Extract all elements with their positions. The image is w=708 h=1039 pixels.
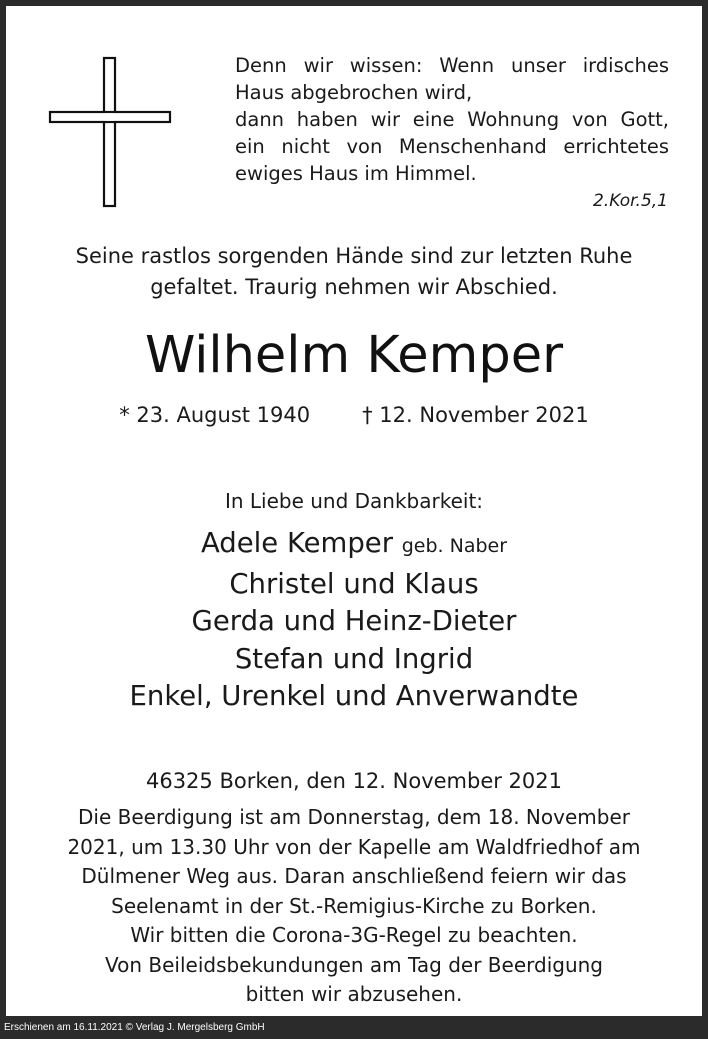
bible-verse bbox=[235, 52, 669, 187]
obituary-card bbox=[6, 6, 702, 1016]
notice-line: Wir bitten die Corona-3G-Regel zu beachten. bbox=[130, 923, 578, 947]
death-date: † 12. November 2021 bbox=[362, 403, 589, 427]
mourner-row: Stefan und Ingrid bbox=[234, 642, 474, 675]
verse-line: ein nicht von Menschenhand errichtetes bbox=[235, 135, 669, 158]
thanks-line: In Liebe und Dankbarkeit: bbox=[224, 489, 484, 513]
birth-date: * 23. August 1940 bbox=[119, 403, 311, 427]
intro-line: gefaltet. Traurig nehmen wir Abschied. bbox=[150, 275, 558, 299]
deceased-name: Wilhelm Kemper bbox=[144, 326, 564, 385]
verse-line: Haus abgebrochen wird, bbox=[235, 81, 473, 104]
mourner-row: Gerda und Heinz-Dieter bbox=[191, 605, 517, 637]
notice-line: Dülmener Weg aus. Daran anschließend feiern wir das bbox=[81, 864, 627, 888]
mourner-row: Enkel, Urenkel und Anverwandte bbox=[129, 680, 579, 712]
verse-reference: 2.Kor.5,1 bbox=[592, 191, 668, 211]
intro-text bbox=[6, 241, 702, 303]
verse-line: dann haben wir eine Wohnung von Gott, bbox=[235, 108, 669, 131]
intro-line: Seine rastlos sorgenden Hände sind zur letzten Ruhe bbox=[75, 244, 633, 268]
cross-icon bbox=[48, 56, 172, 208]
notice-line: Seelenamt in der St.-Remigius-Kirche zu Borken. bbox=[111, 893, 597, 918]
notice-line: bitten wir abzusehen. bbox=[245, 982, 463, 1006]
mourner-row: Christel und Klaus bbox=[229, 567, 479, 600]
notice-line: 2021, um 13.30 Uhr von der Kapelle am Waldfriedhof am bbox=[67, 834, 641, 859]
mourner-row bbox=[6, 525, 702, 566]
verse-line: Denn wir wissen: Wenn unser irdisches bbox=[235, 54, 669, 77]
place-date: 46325 Borken, den 12. November 2021 bbox=[145, 769, 563, 793]
verse-line: ewiges Haus im Himmel. bbox=[235, 162, 477, 185]
funeral-notice bbox=[6, 803, 702, 1010]
publication-footer: Erschienen am 16.11.2021 © Verlag J. Mergelsberg GmbH bbox=[4, 1022, 265, 1033]
mourner-name: Adele Kemper bbox=[200, 527, 393, 559]
notice-line: Von Beileidsbekundungen am Tag der Beerdigung bbox=[105, 952, 603, 977]
notice-line: Die Beerdigung ist am Donnerstag, dem 18. November bbox=[78, 805, 630, 829]
life-dates bbox=[6, 399, 702, 431]
mourners-list bbox=[6, 525, 702, 716]
maiden-name-note: geb. Naber bbox=[401, 535, 508, 557]
